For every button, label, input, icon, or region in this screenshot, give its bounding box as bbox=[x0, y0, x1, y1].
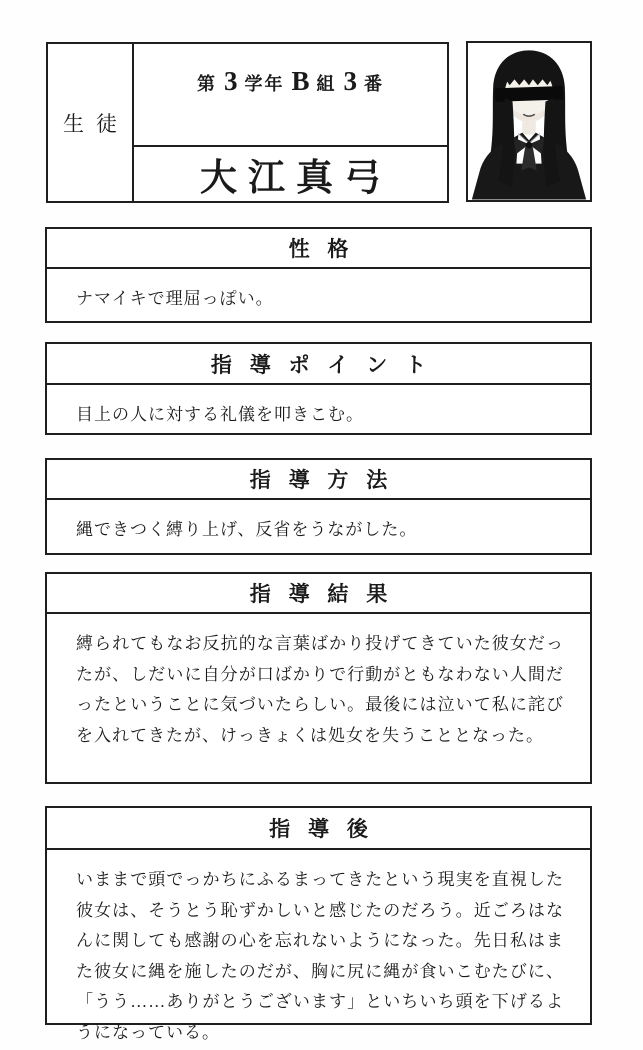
class-line-part: B bbox=[291, 66, 310, 96]
class-line bbox=[134, 44, 447, 147]
section-personality-title: 性格 bbox=[47, 229, 590, 269]
section-after-guidance bbox=[45, 806, 592, 1042]
section-guidance-method-body: 縄できつく縛り上げ、反省をうながした。 bbox=[76, 520, 418, 539]
section-guidance-result bbox=[45, 572, 592, 784]
section-guidance-method bbox=[45, 458, 592, 555]
section-guidance-result-title: 指導結果 bbox=[47, 574, 590, 614]
class-line-part: 番 bbox=[364, 74, 384, 94]
student-role-label: 生徒 bbox=[48, 44, 134, 201]
class-line-part: 組 bbox=[316, 74, 337, 94]
section-guidance-method-title: 指導方法 bbox=[47, 460, 590, 500]
section-guidance-points bbox=[45, 342, 592, 435]
student-photo-frame bbox=[466, 41, 592, 202]
section-after-guidance-body: いままで頭でっかちにふるまってきたという現実を直視した彼女は、そうとう恥ずかしいと感じたのだろう。近ごろはなんに関しても感謝の心を忘れないようになった。先日私はまた彼女に縄を施したのだが、胸に尻に縄が食いこむたびに、「うう……ありがとうございます」といちいち頭を下げるようになっている。 bbox=[76, 870, 564, 1042]
section-guidance-points-title: 指導ポイント bbox=[47, 344, 590, 385]
class-line-part: 第 bbox=[196, 74, 217, 94]
section-after-guidance-title: 指導後 bbox=[47, 808, 590, 850]
student-name: 大江真弓 bbox=[200, 158, 392, 199]
class-line-part: 3 bbox=[223, 66, 238, 96]
class-line-part: 学年 bbox=[244, 74, 285, 94]
section-personality bbox=[45, 227, 592, 323]
section-personality-body: ナマイキで理屈っぽい。 bbox=[76, 289, 274, 308]
section-guidance-result-body: 縛られてもなお反抗的な言葉ばかり投げてきていた彼女だったが、しだいに自分が口ばかりで行動がともなわない人間だったということに気づいたらしい。最後には泣いて私に詫びを入れてきたが、けっきょくは処女を失うこととなった。 bbox=[76, 634, 564, 745]
student-card bbox=[46, 42, 449, 203]
class-line-part: 3 bbox=[343, 66, 357, 96]
student-card-right bbox=[134, 44, 447, 201]
censored-girl-portrait-icon bbox=[468, 43, 590, 200]
section-guidance-points-body: 目上の人に対する礼儀を叩きこむ。 bbox=[76, 405, 364, 424]
